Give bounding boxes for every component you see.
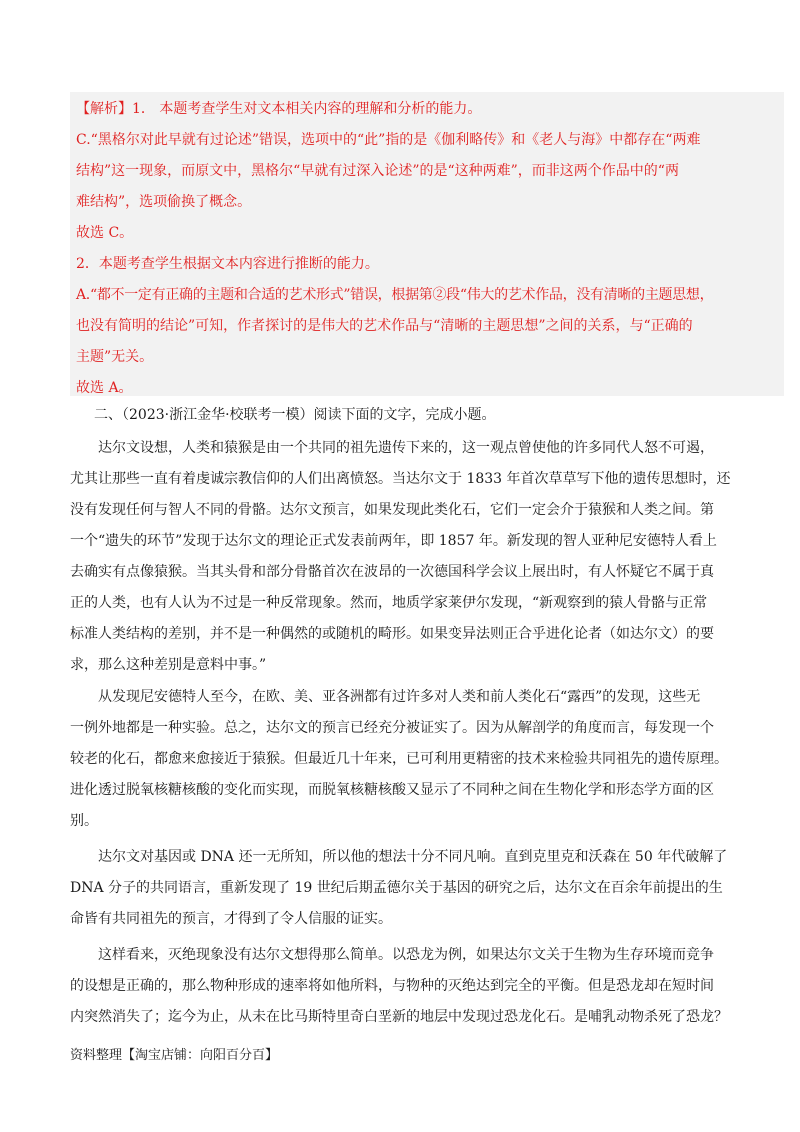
- analysis-q2-line: 主题”无关。: [76, 349, 154, 365]
- paragraph-line: 尤其让那些一直有着虔诚宗教信仰的人们出离愤怒。当达尔文于 1833 年首次草草写下他的遗传思想时，还: [70, 471, 731, 487]
- analysis-q1-line: 故选 C。: [76, 225, 134, 241]
- analysis-q2-line: 也没有简明的结论”可知，作者探讨的是伟大的艺术作品与“清晰的主题思想”之间的关系，与“正确的: [76, 318, 693, 334]
- paragraph-line: 从发现尼安德特人至今，在欧、美、亚各洲都有过许多对人类和前人类化石“露西”的发现，这些无: [98, 689, 701, 705]
- paragraph-line: 进化透过脱氧核糖核酸的变化而实现，而脱氧核糖核酸又显示了不同种之间在生物化学和形态学方面的区: [70, 782, 714, 798]
- analysis-q1-line: C.“黑格尔对此早就有过论述”错误，选项中的“此”指的是《伽利略传》和《老人与海》中都存在“两难: [76, 132, 701, 148]
- paragraph-line: DNA 分子的共同语言，重新发现了 19 世纪后期孟德尔关于基因的研究之后，达尔文在百余年前提出的生: [70, 880, 723, 896]
- paragraph-line: 没有发现任何与智人不同的骨骼。达尔文预言，如果发现此类化石，它们一定会介于猿猴和人类之间。第: [70, 502, 714, 518]
- paragraph-line: 较老的化石，都愈来愈接近于猿猴。但最近几十年来，已可利用更精密的技术来检验共同祖先的遗传原理。: [70, 751, 728, 767]
- paragraph-line: 一个“遗失的环节”发现于达尔文的理论正式发表前两年，即 1857 年。新发现的智人亚种尼安德特人看上: [70, 533, 717, 549]
- paragraph-line: 这样看来，灭绝现象没有达尔文想得那么简单。以恐龙为例，如果达尔文关于生物为生存环境而竞争: [98, 947, 714, 963]
- section-heading: 二、（2023·浙江金华·校联考一模）阅读下面的文字，完成小题。: [94, 407, 496, 423]
- paragraph-line: 别。: [70, 813, 98, 829]
- paragraph-line: 求，那么这种差别是意料中事。”: [70, 657, 267, 673]
- analysis-q1-line: 难结构”，选项偷换了概念。: [76, 194, 252, 210]
- analysis-box: [70, 92, 784, 396]
- paragraph-line: 内突然消失了；迄今为止，从未在比马斯特里奇白垩新的地层中发现过恐龙化石。是哺乳动物杀死了恐龙？: [70, 1009, 728, 1025]
- analysis-q2-intro: 2．本题考查学生根据文本内容进行推断的能力。: [76, 256, 379, 272]
- paragraph-line: 命皆有共同祖先的预言，才得到了令人信服的证实。: [70, 911, 392, 927]
- paragraph-line: 一例外地都是一种实验。总之，达尔文的预言已经充分被证实了。因为从解剖学的角度而言，每发现一个: [70, 720, 714, 736]
- paragraph-line: 标准人类结构的差别，并不是一种偶然的或随机的畸形。如果变异法则正合乎进化论者（如达尔文）的要: [70, 626, 714, 642]
- paragraph-line: 去确实有点像猿猴。当其头骨和部分骨骼首次在波昂的一次德国科学会议上展出时，有人怀疑它不属于真: [70, 564, 714, 580]
- paragraph-line: 达尔文设想，人类和猿猴是由一个共同的祖先遗传下来的，这一观点曾使他的许多同代人怒不可遏，: [98, 440, 714, 456]
- paragraph-line: 达尔文对基因或 DNA 还一无所知，所以他的想法十分不同凡响。直到克里克和沃森在 50 年代破解了: [98, 849, 728, 865]
- paragraph-line: 正的人类，也有人认为不过是一种反常现象。然而，地质学家莱伊尔发现，“新观察到的猿人骨骼与正常: [70, 595, 708, 611]
- footer-source: 资料整理【淘宝店铺：向阳百分百】: [70, 1048, 279, 1063]
- analysis-q1-line: 结构”这一现象，而原文中，黑格尔“早就有过深入论述”的是“这种两难”，而非这两个作品中的“两: [76, 163, 679, 179]
- analysis-q2-line: A.“都不一定有正确的主题和合适的艺术形式”错误，根据第②段“伟大的艺术作品，没有清晰的主题思想，: [76, 287, 714, 303]
- analysis-q2-line: 故选 A。: [76, 380, 133, 396]
- paragraph-line: 的设想是正确的，那么物种形成的速率将如他所料，与物种的灭绝达到完全的平衡。但是恐龙却在短时间: [70, 978, 714, 994]
- analysis-q1-intro: 【解析】1． 本题考查学生对文本相关内容的理解和分析的能力。: [76, 101, 482, 117]
